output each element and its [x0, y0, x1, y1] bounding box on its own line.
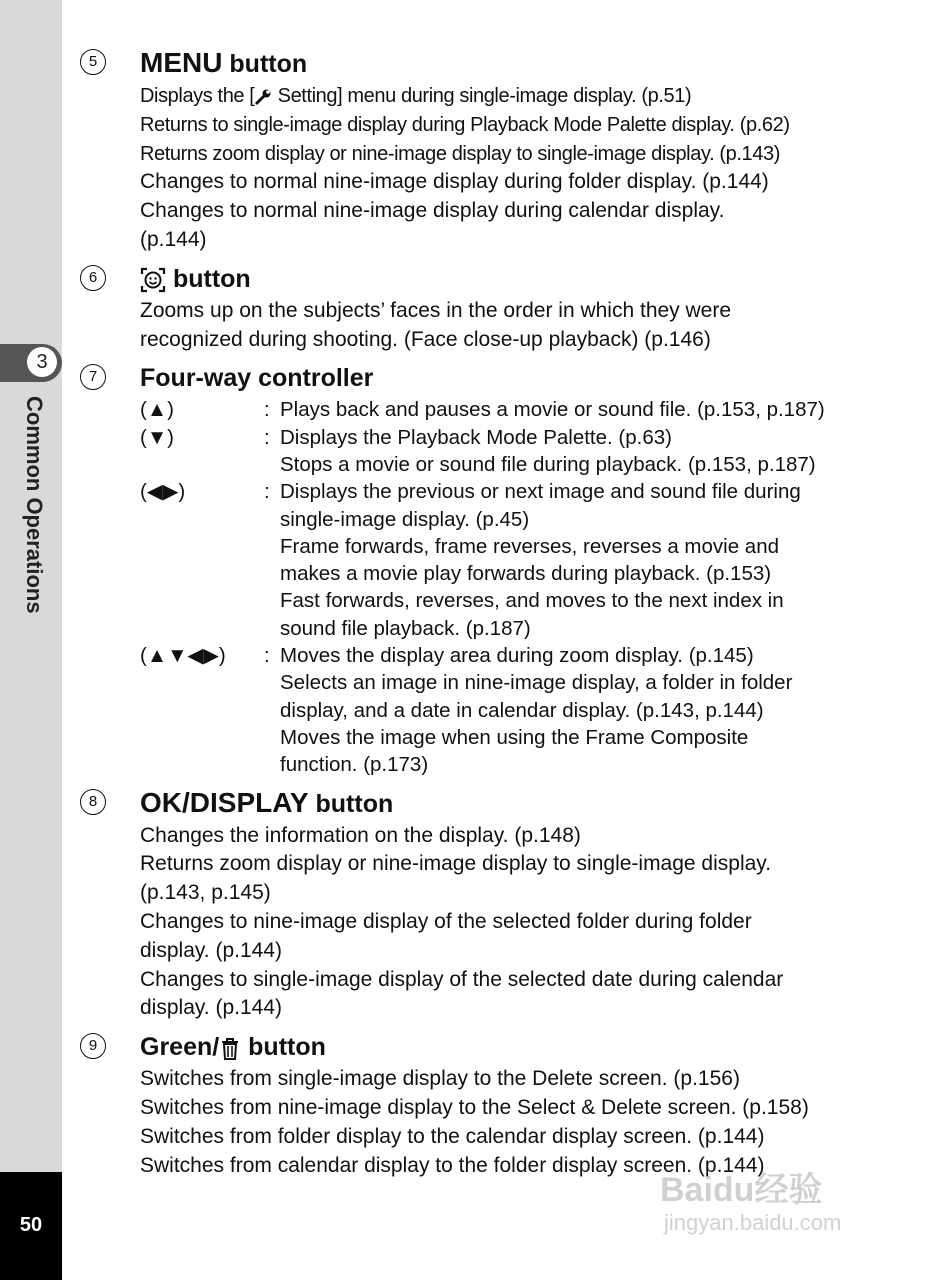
item-number: 7 [80, 364, 106, 390]
controller-row-left-right: (◀▶) : Displays the previous or next image and sound file during single-image display. (p.45) Frame forwards, frame reverses, reverses a movie and makes a movie play forwards during playback. (p.153) Fast forwards, reverses, and moves to the next index in sound file playback. (p.187) [140, 478, 870, 642]
text-line: recognized during shooting. (Face close-up playback) (p.146) [140, 327, 711, 351]
text-line: Returns zoom display or nine-image display to single-image display. [140, 852, 772, 876]
text-line: Plays back and pauses a movie or sound file. (p.153, p.187) [280, 398, 825, 422]
section-four-way-controller [80, 360, 870, 778]
text-line: makes a movie play forwards during playback. (p.153) [280, 562, 772, 586]
controller-row-all: (▲▼◀▶) : Moves the display area during zoom display. (p.145) Selects an image in nine-image display, a folder in folder display, and a date in calendar display. (p.143, p.144) Moves the image when using the Frame Composite function. (p.173) [140, 642, 870, 778]
text-line: single-image display. (p.45) [280, 507, 530, 531]
section-menu-button [80, 45, 870, 255]
item-number: 8 [80, 789, 106, 815]
trash-icon [219, 1037, 241, 1061]
section-ok-display-button [80, 785, 870, 1024]
face-detect-icon [140, 267, 166, 293]
text-line: Displays the Playback Mode Palette. (p.63) [280, 425, 672, 449]
chapter-sidebar [0, 0, 62, 1280]
direction-key: (▼) [140, 425, 174, 449]
section-heading: OK/DISPLAY button [140, 786, 394, 818]
text-line: Switches from folder display to the calendar display screen. (p.144) [140, 1124, 765, 1148]
controller-row-down: (▼) : Displays the Playback Mode Palette. (p.63) Stops a movie or sound file during playback. (p.153, p.187) [140, 424, 870, 479]
wrench-icon [254, 88, 272, 106]
text-line: sound file playback. (p.187) [280, 616, 531, 640]
text-line: Changes to single-image display of the selected date during calendar [140, 967, 784, 991]
section-heading: MENU button [140, 47, 308, 78]
text-line: display. (p.144) [140, 996, 283, 1020]
direction-key: (▲▼◀▶) [140, 644, 226, 668]
text-line: Fast forwards, reverses, and moves to the next index in [280, 589, 784, 613]
text-line: Switches from nine-image display to the Select & Delete screen. (p.158) [140, 1095, 809, 1119]
text-line: Moves the display area during zoom display. (p.145) [280, 644, 754, 668]
text-line: Changes to normal nine-image display during folder display. (p.144) [140, 170, 769, 194]
page-number: 50 [19, 1214, 43, 1236]
text-line: Displays the [ Setting] menu during single-image display. (p.51) [140, 85, 692, 107]
text-line: Changes to normal nine-image display during calendar display. [140, 199, 725, 223]
direction-key: (▲) [140, 398, 174, 422]
watermark-logo: Baidu经验 [660, 1171, 823, 1209]
controller-row-up: (▲) : Plays back and pauses a movie or sound file. (p.153, p.187) [140, 396, 870, 423]
watermark-url: jingyan.baidu.com [664, 1210, 842, 1235]
text-line: Stops a movie or sound file during playback. (p.153, p.187) [280, 452, 816, 476]
text-line: display, and a date in calendar display. (p.143, p.144) [280, 698, 764, 722]
section-heading: Green/ button [140, 1033, 326, 1062]
section-green-delete-button [80, 1029, 870, 1180]
section-face-button [80, 261, 870, 355]
text-line: Displays the previous or next image and sound file during [280, 480, 801, 504]
text-line: Frame forwards, frame reverses, reverses a movie and [280, 534, 779, 558]
text-line: Zooms up on the subjects’ faces in the order in which they were [140, 298, 732, 322]
chapter-title: Common Operations [22, 396, 47, 614]
text-line: Returns to single-image display during Playback Mode Palette display. (p.62) [140, 113, 790, 136]
chapter-number: 3 [27, 347, 57, 377]
item-number: 5 [80, 49, 106, 75]
item-number: 6 [80, 265, 106, 291]
text-line: Changes to nine-image display of the selected folder during folder [140, 909, 752, 933]
text-line: Selects an image in nine-image display, a folder in folder [280, 671, 793, 695]
text-line: function. (p.173) [280, 753, 429, 777]
text-line: (p.144) [140, 227, 207, 251]
text-line: (p.143, p.145) [140, 881, 271, 905]
text-line: Moves the image when using the Frame Composite [280, 725, 749, 749]
text-line: display. (p.144) [140, 938, 283, 962]
text-line: Switches from single-image display to the Delete screen. (p.156) [140, 1067, 740, 1091]
direction-key: (◀▶) [140, 480, 186, 504]
section-heading: Four-way controller [140, 364, 374, 393]
text-line: Switches from calendar display to the folder display screen. (p.144) [140, 1153, 765, 1177]
text-line: Returns zoom display or nine-image display to single-image display. (p.143) [140, 142, 780, 165]
text-line: Changes the information on the display. (p.148) [140, 823, 581, 847]
page-content [80, 45, 870, 1186]
item-number: 9 [80, 1033, 106, 1059]
section-heading: button [140, 261, 870, 297]
